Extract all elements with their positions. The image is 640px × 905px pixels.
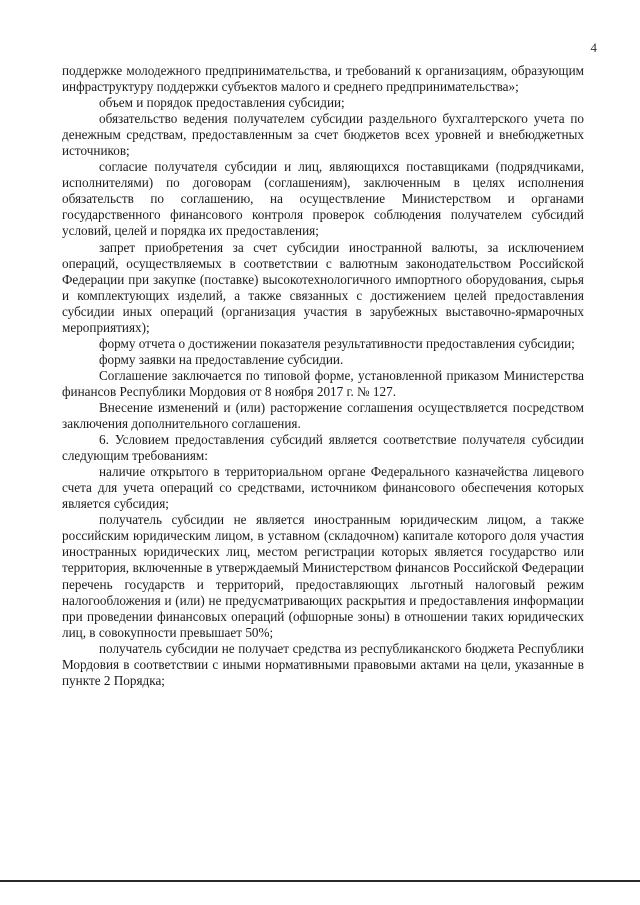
- paragraph: получатель субсидии не получает средства из республиканского бюджета Республики Мордовия в соответствии с иными нормативными правовыми актами на цели, указанные в пункте 2 Порядка;: [62, 640, 584, 688]
- page-number: 4: [590, 40, 597, 55]
- paragraph: Внесение изменений и (или) расторжение соглашения осуществляется посредством заключения дополнительного соглашения.: [62, 399, 584, 432]
- paragraph: Соглашение заключается по типовой форме, установленной приказом Министерства финансов Республики Мордовия от 8 ноября 2017 г. № 127.: [62, 367, 584, 399]
- paragraph: согласие получателя субсидии и лиц, являющихся поставщиками (подрядчиками, исполнителями) по договорам (соглашениям), заключенным в целях исполнения обязательств по соглашению, на осуществление Министерством и органами государственного финансового контроля проверок соблюдения получателем субсидий условий, целей и порядка их предоставления;: [62, 159, 584, 239]
- paragraph: запрет приобретения за счет субсидии иностранной валюты, за исключением операций, осуществляемых в соответствии с валютным законодательством Российской Федерации при закупке (поставке) высокотехнологичного импортного оборудования, сырья и комплектующих изделий, а также связанных с достижением целей предоставления субсидии иных операций (организация участия в зарубежных выставочно-ярмарочных мероприятиях);: [62, 239, 584, 335]
- paragraph: объем и порядок предоставления субсидии;: [99, 95, 345, 111]
- paragraph: обязательство ведения получателем субсидии раздельного бухгалтерского учета по денежным средствам, предоставленным за счет бюджетов всех уровней и внебюджетных источников;: [62, 111, 584, 159]
- paragraph-continuation: поддержке молодежного предпринимательства, и требований к организациям, образующим инфраструктуру поддержки субъектов малого и среднего предпринимательства»;: [62, 63, 584, 95]
- paragraph: форму отчета о достижении показателя результативности предоставления субсидии;: [99, 335, 575, 351]
- body-text: [62, 63, 584, 689]
- paragraph: получатель субсидии не является иностранным юридическим лицом, а также российским юридическим лицом, в уставном (складочном) капитале которого доля участия иностранных юридических лиц, местом регистрации которых является государство или территория, включенные в утверждаемый Министерством финансов Российской Федерации перечень государств и территорий, предоставляющих льготный налоговый режим налогообложения и (или) не предусматривающих раскрытия и предоставления информации при проведении финансовых операций (офшорные зоны) в отношении таких юридических лиц, в совокупности превышает 50%;: [62, 512, 584, 640]
- paragraph: 6. Условием предоставления субсидий является соответствие получателя субсидии следующим требованиям:: [62, 432, 584, 464]
- paragraph: наличие открытого в территориальном органе Федерального казначейства лицевого счета для учета операций со средствами, источником финансового обеспечения которых является субсидия;: [62, 464, 584, 512]
- paragraph: форму заявки на предоставление субсидии.: [99, 351, 344, 367]
- scan-margin: [0, 882, 640, 905]
